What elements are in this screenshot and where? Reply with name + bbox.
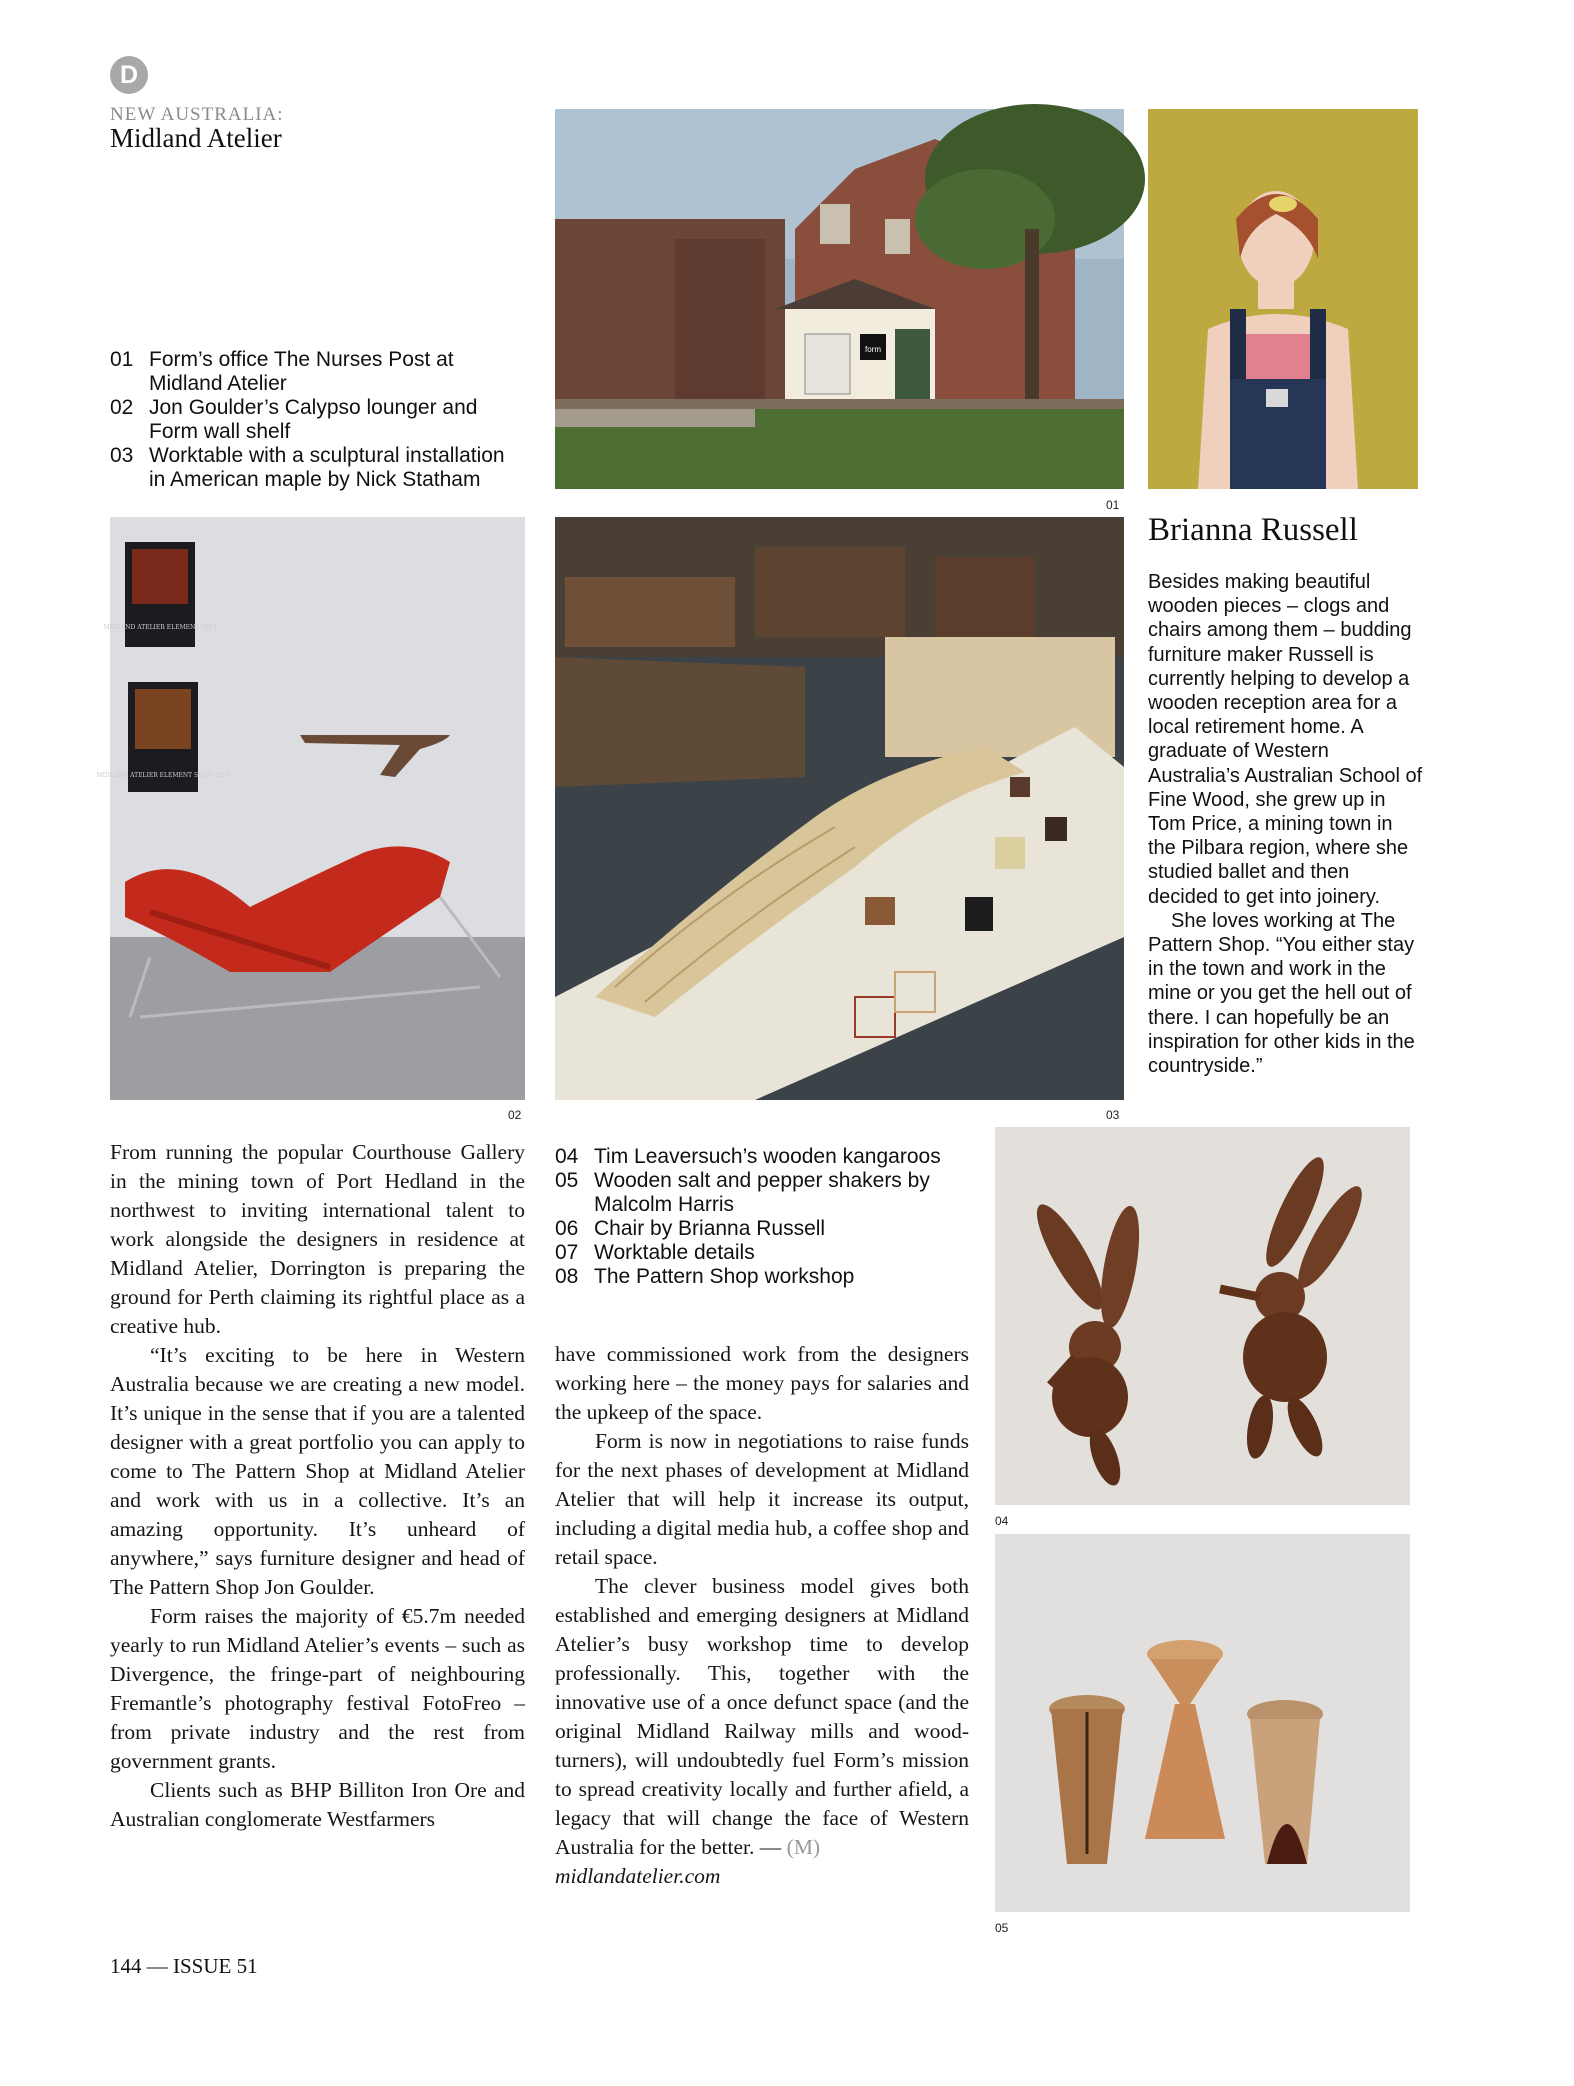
photo-worktable-installation — [555, 517, 1124, 1100]
caption-text: Chair by Brianna Russell — [594, 1217, 826, 1240]
wall-plaque-text: MIDLAND ATELIER ELEMENT SHOP 2013 — [96, 772, 230, 779]
caption-item — [555, 1241, 975, 1265]
photo-office-building — [555, 109, 1124, 489]
photo-number: 04 — [995, 1514, 1009, 1528]
caption-item — [555, 1217, 975, 1241]
section-kicker: NEW AUSTRALIA: — [110, 104, 284, 125]
website-link[interactable]: midlandatelier.com — [555, 1864, 721, 1888]
wall-plaque-text: MIDLAND ATELIER ELEMENT 2013 — [103, 624, 217, 631]
photo-number: 01 — [1106, 498, 1120, 512]
caption-text: Worktable with a sculptural installation in American maple by Nick Statham — [149, 444, 505, 491]
sidebar-title: Brianna Russell — [1148, 512, 1358, 548]
caption-item — [110, 444, 525, 492]
sidebar-text — [1148, 570, 1424, 1078]
article-paragraph-text: The clever business model gives both established and emerging designers at Midland Atelier’s busy workshop time to develop professionally. This, together with the innovative use of a once defunct space (and the original Midland Railway mills and wood-turners), will undoubtedly fuel Form’s mission to spread creativity locally and further afield, a legacy that will change the face of Western Australia for the better. — — [555, 1574, 969, 1859]
caption-number: 03 — [110, 444, 134, 467]
caption-list-top — [110, 348, 525, 492]
photo-number: 02 — [508, 1108, 522, 1122]
building-sign-text: form — [865, 345, 881, 354]
caption-item — [110, 396, 525, 444]
caption-text: Tim Leaversuch’s wooden kangaroos — [594, 1145, 941, 1168]
caption-number: 08 — [555, 1265, 579, 1288]
article-paragraph: “It’s exciting to be here in Western Australia because we are creating a new model. It’s unique in the sense that if you are a talented designer with a great portfolio you can apply to come to The Pattern Shop at Midland Atelier and work with us in a collective. It’s an amazing opportunity. It’s unheard of anywhere,” says furniture designer and head of The Pattern Shop Jon Goulder. — [110, 1343, 525, 1599]
caption-number: 02 — [110, 396, 134, 419]
page-folio: 144 — ISSUE 51 — [110, 1954, 258, 1978]
caption-text: The Pattern Shop workshop — [594, 1265, 855, 1288]
article-column-1 — [110, 1138, 525, 1834]
end-mark: (M) — [786, 1835, 821, 1859]
photo-calypso-lounger — [96, 517, 525, 1100]
caption-number: 05 — [555, 1169, 579, 1192]
caption-text: Form’s office The Nurses Post at Midland Atelier — [149, 348, 454, 395]
sidebar-paragraph: She loves working at The Pattern Shop. “You either stay in the town and work in the mine or you get the hell out of there. I can hopefully be an inspiration for other kids in the countryside.” — [1148, 909, 1415, 1078]
caption-number: 06 — [555, 1217, 579, 1240]
caption-item — [110, 348, 525, 396]
caption-text: Worktable details — [594, 1241, 755, 1264]
photo-portrait-brianna — [1148, 109, 1418, 489]
caption-number: 04 — [555, 1145, 579, 1168]
section-logo: D — [110, 56, 148, 94]
article-paragraph: Form is now in negotiations to raise funds for the next phases of development at Midland Atelier that will help it increase its output, including a digital media hub, a coffee shop and retail space. — [555, 1429, 969, 1569]
article-paragraph: Form raises the majority of €5.7m needed yearly to run Midland Atelier’s events – such as Divergence, the fringe-part of neighbouring Fremantle’s photography festival FotoFreo – from private industry and the rest from government grants. — [110, 1604, 525, 1773]
photo-number: 05 — [995, 1921, 1009, 1935]
caption-item — [555, 1169, 975, 1217]
caption-item — [555, 1145, 975, 1169]
article-paragraph — [555, 1572, 969, 1862]
caption-item — [555, 1265, 975, 1289]
photo-wooden-kangaroos — [995, 1127, 1410, 1505]
caption-number: 01 — [110, 348, 134, 371]
photo-salt-pepper-shakers — [995, 1534, 1410, 1912]
photo-number: 03 — [1106, 1108, 1120, 1122]
article-paragraph: have commissioned work from the designers working here – the money pays for salaries and the upkeep of the space. — [555, 1342, 969, 1424]
caption-text: Wooden salt and pepper shakers by Malcolm Harris — [594, 1169, 930, 1216]
sidebar-paragraph: Besides making beautiful wooden pieces – clogs and chairs among them – budding furniture maker Russell is currently helping to develop a wooden reception area for a local retirement home. A graduate of Western Australia’s Australian School of Fine Wood, she grew up in Tom Price, a mining town in the Pilbara region, where she studied ballet and then decided to get into joinery. — [1148, 571, 1423, 908]
page-title: Midland Atelier — [110, 123, 282, 153]
article-paragraph: From running the popular Courthouse Gallery in the mining town of Port Hedland in the northwest to inviting international talent to work alongside the designers in residence at Midland Atelier, Dorrington is preparing the ground for Perth claiming its rightful place as a creative hub. — [110, 1140, 525, 1338]
article-paragraph: Clients such as BHP Billiton Iron Ore and Australian conglomerate Westfarmers — [110, 1778, 525, 1831]
caption-list-bottom — [555, 1145, 975, 1289]
caption-text: Jon Goulder’s Calypso lounger and Form wall shelf — [149, 396, 478, 443]
caption-number: 07 — [555, 1241, 579, 1264]
article-column-2 — [555, 1340, 969, 1891]
